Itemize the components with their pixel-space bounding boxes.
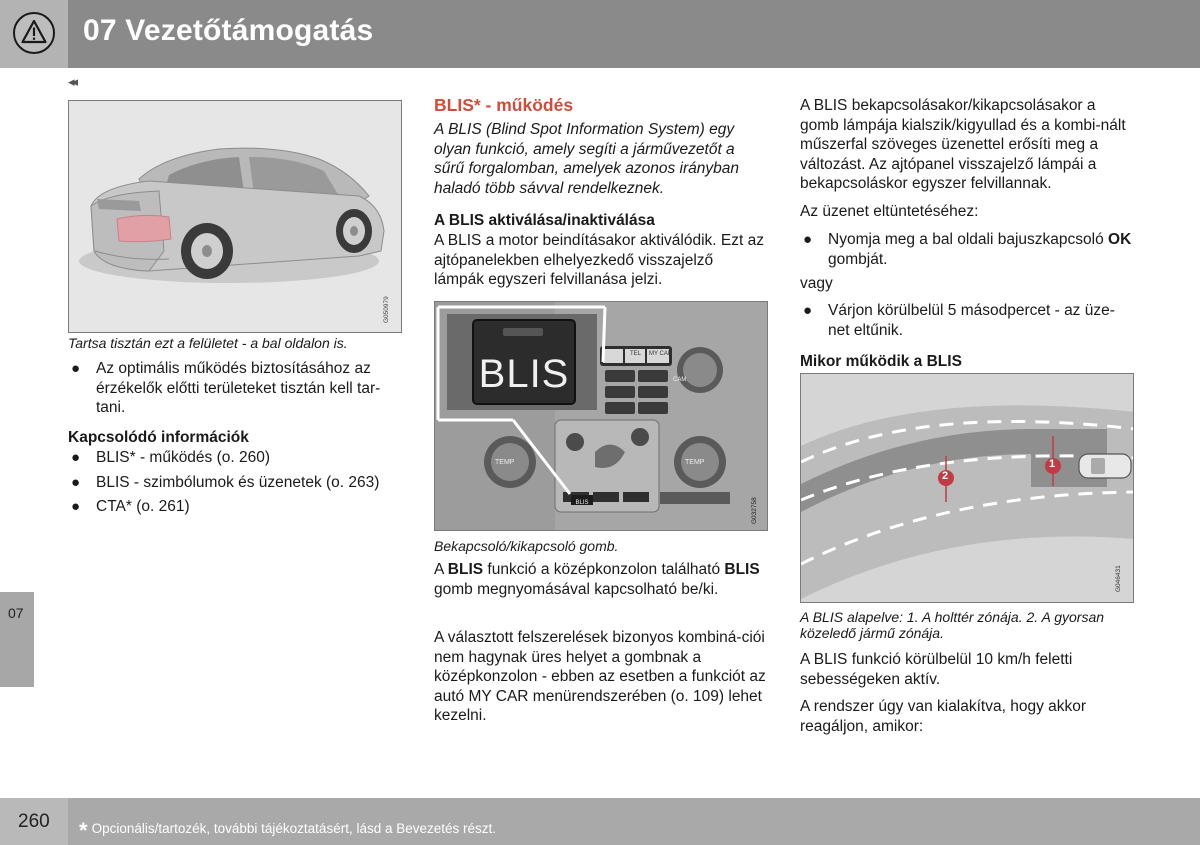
page-footer	[0, 798, 1200, 845]
temp-label-right: TEMP	[685, 459, 705, 466]
figure-caption: Bekapcsoló/kikapcsoló gomb.	[434, 538, 619, 554]
page-header	[0, 0, 1200, 68]
tel-label: TEL	[630, 351, 642, 357]
related-links-list	[68, 448, 402, 517]
toggle-paragraph: A BLIS bekapcsolásakor/kikapcsolásakor a gomb lámpája kialszik/kigyullad és a kombi-nált műszerfal szöveges üzenettel erősíti meg a változást. Az ajtópanel visszajelző lámpái a bekapcsoláskor egyszer felvillannak.	[800, 97, 1126, 192]
warning-triangle-icon	[13, 12, 55, 54]
bullet-icon: ●	[71, 360, 81, 377]
figure-code: G032758	[751, 497, 758, 524]
car-rear-figure	[68, 100, 402, 333]
speed-paragraph: A BLIS funkció körülbelül 10 km/h feletti sebességeken aktív.	[800, 651, 1073, 688]
header-icon-box	[0, 0, 68, 68]
blis-button-paragraph: A BLIS funkció a középkonzolon található BLIS gomb megnyomásával kapcsolható be/ki.	[434, 561, 760, 598]
zone-marker-2: 2	[942, 470, 949, 482]
related-info-heading: Kapcsolódó információk	[68, 429, 249, 446]
center-console-figure	[434, 301, 768, 531]
chapter-title: 07 Vezetőtámogatás	[83, 14, 374, 47]
bullet-icon: ●	[803, 302, 813, 319]
equipment-paragraph: A választott felszerelések bizonyos kombiná-ciói nem hagynak üres helyet a gombnak a középkonzolon - ebben az esetben a funkciót az autó MY CAR menürendszerében (o. 109) lehet kezelni.	[434, 629, 766, 724]
or-text: vagy	[800, 275, 833, 292]
blis-button-label: BLIS	[478, 352, 570, 396]
subheading-when-active: Mikor működik a BLIS	[800, 353, 962, 370]
chapter-side-tab-label: 07	[8, 605, 24, 621]
related-link-cta[interactable]: ● CTA* (o. 261)	[71, 498, 190, 515]
mycar-label: MY CAR	[649, 351, 673, 357]
cam-label: CAM	[673, 377, 687, 383]
figure-caption: Tartsa tisztán ezt a felületet - a bal oldalon is.	[68, 335, 348, 351]
footnote	[79, 813, 497, 843]
bullet-icon: ●	[803, 231, 813, 248]
activation-paragraph: A BLIS a motor beindításakor aktiválódik. Ezt az ajtópanelekben elhelyezkedő visszajelző lámpák egyszeri felvillanása jelzi.	[434, 232, 764, 288]
console-illustration	[435, 302, 768, 531]
temp-label-left: TEMP	[495, 459, 515, 466]
blis-button-small-label: BLIS	[575, 500, 589, 506]
car-illustration	[69, 101, 402, 333]
column-left	[68, 94, 402, 515]
figure-code: G050979	[383, 296, 390, 323]
dismiss-option-1	[800, 230, 1134, 269]
figure-caption: A BLIS alapelve: 1. A holttér zónája. 2. A gyorsan közeledő jármű zónája.	[800, 609, 1105, 641]
list-item: ● Az optimális működés biztosításához az érzékelők előtti területeket tisztán kell tar-tani.	[71, 360, 381, 416]
related-link-blis-function[interactable]: ● BLIS* - működés (o. 260)	[71, 449, 271, 466]
section-heading-blis-function: BLIS* - működés	[434, 95, 574, 115]
asterisk-icon: *	[79, 818, 88, 843]
blis-button-small[interactable]	[571, 495, 593, 505]
page-number: 260	[18, 811, 50, 832]
page-number-box	[0, 798, 68, 845]
related-link-blis-symbols[interactable]: ● BLIS - szimbólumok és üzenetek (o. 263)	[71, 473, 380, 491]
chapter-side-tab[interactable]	[0, 592, 34, 687]
cleaning-bullet-list	[68, 359, 402, 418]
dismiss-option-2	[800, 301, 1134, 340]
list-item: ● Várjon körülbelül 5 másodpercet - az üze-net eltűnik.	[803, 302, 1115, 339]
bullet-icon: ●	[71, 473, 81, 491]
bullet-icon: ●	[71, 449, 81, 466]
zone-marker-1: 1	[1049, 458, 1056, 470]
reaction-paragraph: A rendszer úgy van kialakítva, hogy akkor reagáljon, amikor:	[800, 698, 1087, 735]
subheading-activation: A BLIS aktiválása/inaktiválása	[434, 212, 655, 229]
back-arrows-icon[interactable]: ◂◂	[68, 74, 76, 89]
list-item: ● Nyomja meg a bal oldali bajuszkapcsoló OK gombját.	[803, 231, 1132, 268]
blis-button-large[interactable]	[473, 352, 575, 397]
bullet-icon: ●	[71, 498, 81, 515]
section-intro: A BLIS (Blind Spot Information System) egy olyan funkció, amely segíti a járművezetőt a sűrű forgalomban, amelyek azonos irányban haladó több sávval rendelkeznek.	[434, 121, 740, 197]
figure-code: G046431	[1115, 565, 1122, 592]
blis-zones-figure	[800, 373, 1134, 603]
dismiss-intro: Az üzenet eltüntetéséhez:	[800, 203, 979, 220]
footnote-text: Opcionális/tartozék, további tájékoztatásért, lásd a Bevezetés részt.	[91, 821, 497, 836]
road-diagram	[801, 374, 1134, 603]
